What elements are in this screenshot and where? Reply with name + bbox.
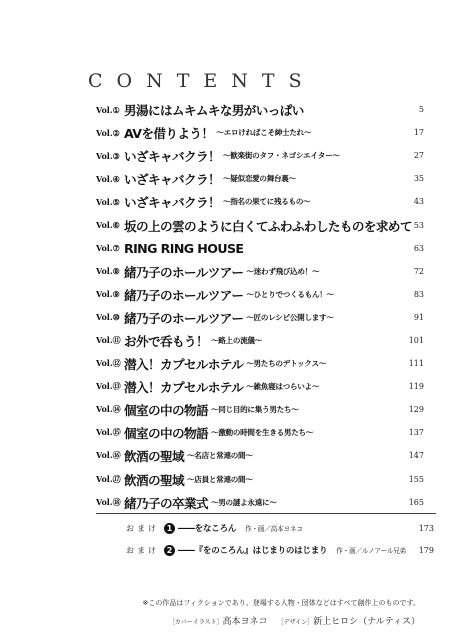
chapter-subtitle: ～指名の果てに残るもの～ — [222, 197, 311, 207]
page-number: 165 — [408, 497, 424, 507]
volume-number: Vol.④ — [96, 173, 120, 184]
chapter-title: お外で呑もう！ — [124, 333, 208, 349]
volume-number: Vol.⑫ — [96, 358, 121, 369]
chapter-title: 緒乃子のホールツアー — [124, 287, 244, 303]
extra-title: ――をなころん — [178, 524, 237, 534]
page-number: 5 — [418, 105, 424, 115]
chapter-title: 緒乃子のホールツアー — [124, 264, 244, 280]
volume-number: Vol.② — [96, 127, 120, 138]
table-of-contents — [96, 98, 426, 514]
cover-illustration-label: ［カバーイラスト］ — [168, 619, 223, 626]
toc-row[interactable] — [96, 398, 426, 421]
extra-number-badge: 2 — [164, 545, 175, 556]
volume-number: Vol.⑩ — [96, 312, 120, 323]
chapter-title: 飲酒の聖域 — [124, 449, 184, 465]
page-number: 137 — [408, 428, 424, 438]
toc-row[interactable] — [96, 260, 426, 283]
chapter-subtitle: ～激動の時間を生きる男たち～ — [210, 428, 314, 438]
toc-row[interactable] — [96, 213, 426, 236]
chapter-title: 坂の上の雲のように白くてふわふわしたものを求めて — [124, 218, 412, 234]
toc-row[interactable] — [96, 491, 426, 514]
volume-number: Vol.⑨ — [96, 289, 120, 300]
chapter-subtitle: ～名店と常連の間～ — [186, 451, 253, 461]
fiction-notice: ※この作品はフィクションであり、登場する人物・団体などはすべて創作上のものです。 — [142, 599, 420, 607]
page-number: 17 — [413, 128, 424, 138]
page-number: 43 — [413, 197, 424, 207]
toc-row[interactable] — [96, 468, 426, 491]
toc-row[interactable] — [96, 329, 426, 352]
volume-number: Vol.⑧ — [96, 266, 120, 277]
toc-row[interactable] — [96, 121, 426, 144]
chapter-subtitle: ～歓楽街のタフ・ネゴシエイター～ — [222, 151, 340, 161]
chapter-subtitle: ～同じ目的に集う男たち～ — [210, 405, 299, 415]
toc-row[interactable] — [96, 190, 426, 213]
volume-number: Vol.⑪ — [96, 334, 121, 345]
chapter-title: 緒乃子の卒業式 — [124, 495, 208, 511]
chapter-subtitle: ～男たちのデトックス～ — [246, 359, 327, 369]
volume-number: Vol.⑥ — [96, 220, 120, 231]
chapter-title: 飲酒の聖域 — [124, 472, 184, 488]
toc-row[interactable] — [96, 352, 426, 375]
chapter-title: AVを借りよう！ — [124, 126, 214, 142]
chapter-title: RING RING HOUSE — [124, 240, 244, 256]
toc-row[interactable] — [96, 283, 426, 306]
page-number: 129 — [408, 405, 424, 415]
toc-row[interactable] — [96, 98, 426, 121]
design-label: ［デザイン］ — [277, 619, 314, 626]
page-number: 72 — [413, 266, 424, 276]
extra-row[interactable] — [96, 539, 436, 561]
volume-number: Vol.⑦ — [96, 243, 120, 254]
designer-name: 新上ヒロシ（ナルティス） — [313, 617, 420, 627]
credits-line — [169, 614, 420, 627]
page-number: 27 — [413, 151, 424, 161]
toc-row[interactable] — [96, 421, 426, 444]
chapter-title: 潜入！カプセルホテル — [124, 357, 244, 373]
page-number: 35 — [413, 174, 424, 184]
page-number: 173 — [418, 523, 434, 533]
chapter-title: 潜入！カプセルホテル — [124, 380, 244, 396]
toc-row[interactable] — [96, 306, 426, 329]
extras-section — [96, 513, 436, 561]
chapter-title: 個室の中の物語 — [124, 426, 208, 442]
chapter-title: いざキャバクラ！ — [124, 195, 220, 211]
page-number: 91 — [413, 312, 424, 322]
extra-credit: 作・画／ルノアール兄弟 — [336, 547, 407, 555]
chapter-subtitle: ～疑似恋愛の舞台裏～ — [222, 174, 296, 184]
page-number: 63 — [413, 243, 424, 253]
page-number: 179 — [418, 545, 434, 555]
page-number: 111 — [408, 359, 424, 369]
chapter-subtitle: ～ひとりでつくるもん！～ — [246, 289, 334, 299]
page-number: 101 — [408, 335, 424, 345]
page-number: 155 — [408, 474, 424, 484]
toc-row[interactable] — [96, 237, 426, 260]
toc-row[interactable] — [96, 375, 426, 398]
chapter-title: いざキャバクラ！ — [124, 172, 220, 188]
extra-title: ――『をのころん』はじまりのはじまり — [178, 546, 328, 556]
volume-number: Vol.⑬ — [96, 381, 121, 392]
volume-number: Vol.③ — [96, 150, 120, 161]
extras-divider — [96, 513, 436, 514]
chapter-title: 個室の中の物語 — [124, 403, 208, 419]
page-number: 119 — [408, 382, 424, 392]
page-number: 53 — [413, 220, 424, 230]
chapter-title: 緒乃子のホールツアー — [124, 310, 244, 326]
page-number: 83 — [413, 289, 424, 299]
volume-number: Vol.⑰ — [96, 473, 121, 484]
toc-row[interactable] — [96, 144, 426, 167]
chapter-subtitle: ～迷わず飛び込め！～ — [246, 266, 320, 276]
extra-credit: 作・画／高本ヨネコ — [245, 525, 303, 533]
extra-number-badge: 1 — [164, 523, 175, 534]
chapter-subtitle: ～路上の流儀～ — [210, 335, 263, 345]
volume-number: Vol.⑭ — [96, 404, 121, 415]
page-number: 147 — [408, 451, 424, 461]
chapter-subtitle: ～匠のレシピ公開します～ — [246, 312, 334, 322]
contents-heading: CONTENTS — [88, 70, 316, 92]
volume-number: Vol.⑮ — [96, 427, 121, 438]
extra-label: おまけ — [126, 545, 159, 555]
volume-number: Vol.⑯ — [96, 450, 121, 461]
chapter-subtitle: ～男の謎よ永遠に～ — [210, 497, 277, 507]
cover-illustrator-name: 高本ヨネコ — [222, 617, 268, 627]
extra-row[interactable] — [96, 517, 436, 539]
toc-row[interactable] — [96, 167, 426, 190]
chapter-subtitle: ～店員と常連の間～ — [186, 474, 253, 484]
volume-number: Vol.⑤ — [96, 196, 120, 207]
toc-row[interactable] — [96, 444, 426, 467]
chapter-title: いざキャバクラ！ — [124, 149, 220, 165]
chapter-subtitle: ～雑魚寝はつらいよ～ — [246, 382, 320, 392]
extra-label: おまけ — [126, 523, 159, 533]
volume-number: Vol.① — [96, 104, 120, 115]
volume-number: Vol.⑱ — [96, 496, 121, 507]
chapter-title: 男湯にはムキムキな男がいっぱい — [124, 103, 304, 119]
chapter-subtitle: ～エロけれぱこそ紳士たれ～ — [216, 128, 312, 138]
